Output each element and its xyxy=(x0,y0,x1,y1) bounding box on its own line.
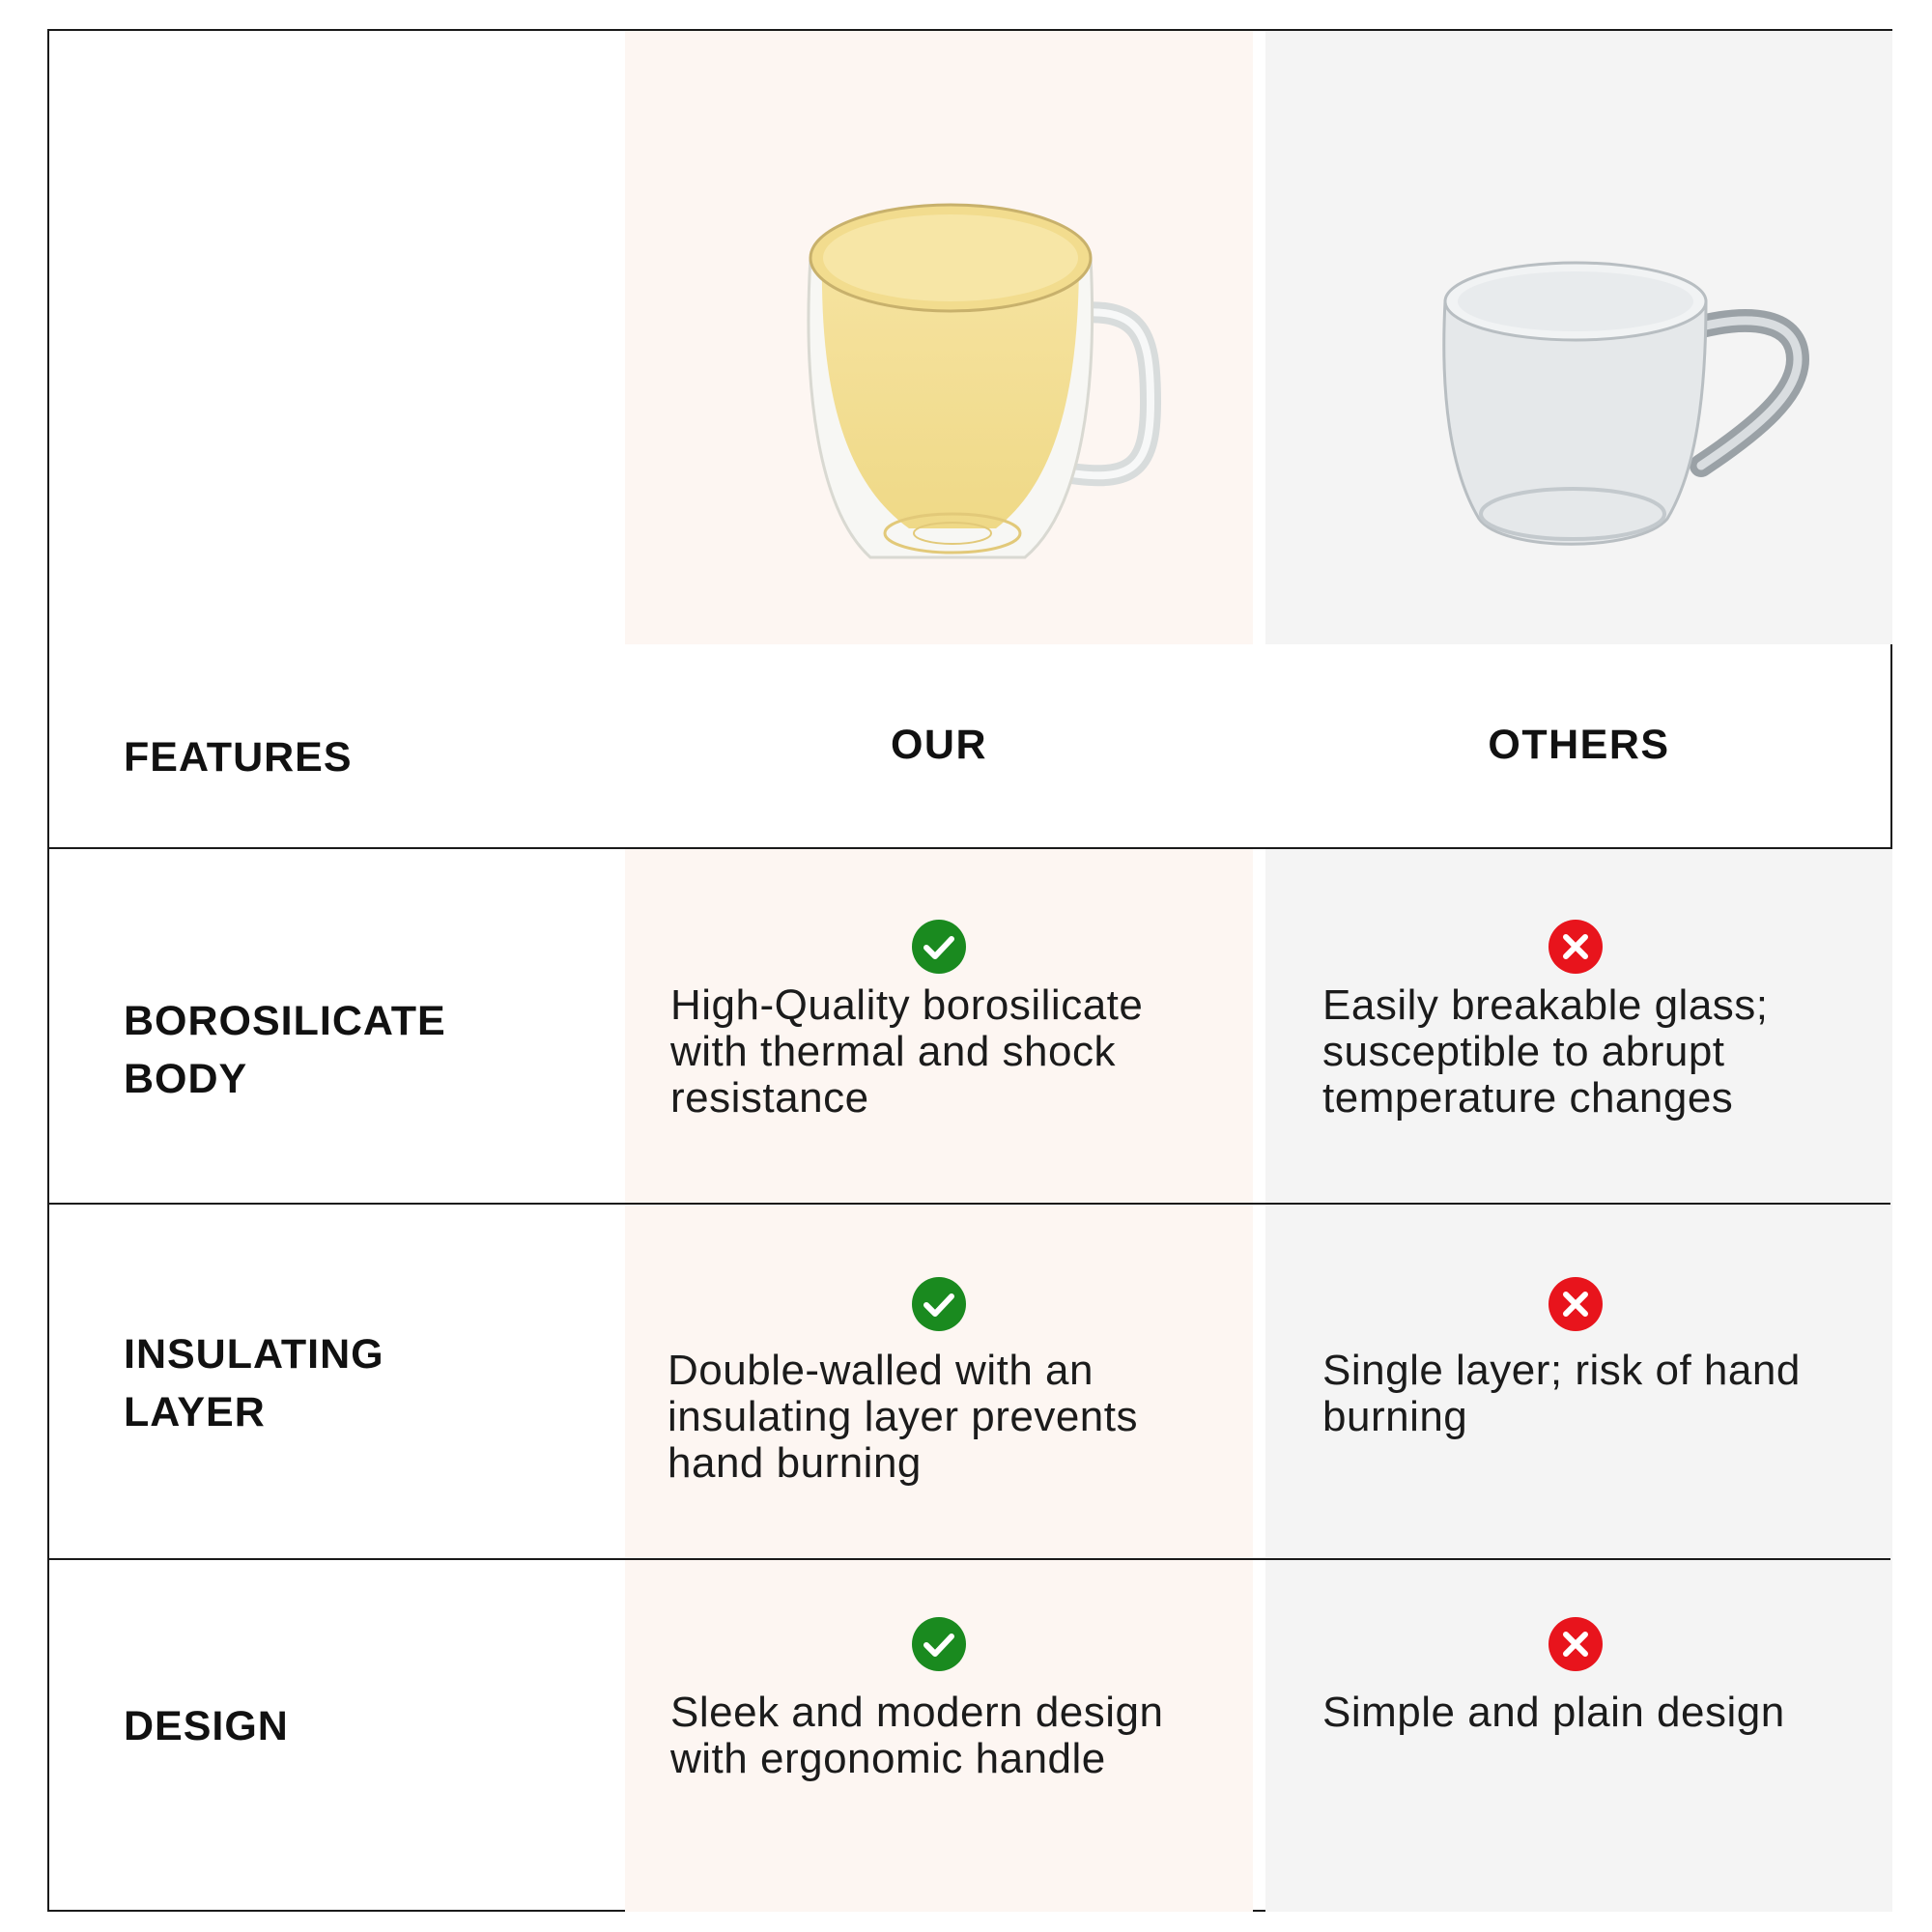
feature-design: DESIGN xyxy=(124,1703,289,1749)
others-insulating-desc: Single layer; risk of hand burning xyxy=(1322,1347,1801,1440)
cross-circle-icon xyxy=(1548,920,1603,974)
row-divider xyxy=(49,1558,1890,1560)
our-mug-image xyxy=(764,161,1189,606)
comparison-table xyxy=(47,29,1892,1912)
check-circle-icon xyxy=(912,1617,966,1671)
our-insulating-desc: Double-walled with an insulating layer prevents hand burning xyxy=(668,1347,1138,1487)
row-divider xyxy=(49,847,1890,849)
check-circle-icon xyxy=(912,1277,966,1331)
our-borosilicate-desc: High-Quality borosilicate with thermal and shock resistance xyxy=(670,981,1144,1122)
cross-circle-icon xyxy=(1548,1617,1603,1671)
features-header: FEATURES xyxy=(124,734,353,781)
others-mug-image xyxy=(1426,239,1832,586)
others-column-header: OTHERS xyxy=(1488,722,1670,768)
row-divider xyxy=(49,1203,1890,1205)
feature-insulating-layer: INSULATING LAYER xyxy=(124,1331,384,1436)
check-circle-icon xyxy=(912,920,966,974)
cross-circle-icon xyxy=(1548,1277,1603,1331)
our-design-desc: Sleek and modern design with ergonomic handle xyxy=(670,1689,1164,1782)
our-column-header: OUR xyxy=(890,722,988,768)
others-borosilicate-desc: Easily breakable glass; susceptible to abrupt temperature changes xyxy=(1322,981,1769,1122)
feature-borosilicate-body: BOROSILICATE BODY xyxy=(124,998,446,1103)
others-design-desc: Simple and plain design xyxy=(1322,1689,1785,1736)
